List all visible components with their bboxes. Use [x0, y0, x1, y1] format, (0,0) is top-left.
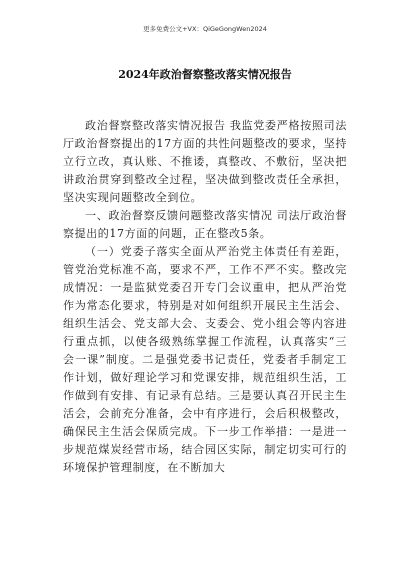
- paragraph-intro: 政治督察整改落实情况报告 我监党委严格按照司法厅政治督察提出的17方面的共性问题整改的要求，坚持立行立改，真认账、不推诿，真整改、不敷衍，坚决把讲政治贯穿到整改全过程，坚决做到整改责任全承担，坚决实现问题整改全到位。: [63, 119, 347, 204]
- paragraph-section-one: 一、政治督察反馈问题整改落实情况 司法厅政治督察提出的17方面的问题，正在整改5条。: [63, 209, 347, 240]
- page-header-note: 更多免费公文+VX：QiGeGongWen2024: [143, 25, 267, 33]
- paragraph-item-one: （一）党委子落实全面从严治党主体责任有差距，管党治党标准不高，要求不严，工作不严不实。整改完成情况：一是监狱党委召开专门会议重申，把从严治党作为常态化要求，特别是对如何组织开展民主生活会、组织生活会、党支部大会、支委会、党小组会等内容进行重点抓，以使各级熟练掌握工作流程，认真落实“三会一课”制度。二是强党委书记责任，党委者手制定工作计划，做好理论学习和党课安排，规范组织生活，工作做到有安排、有记录有总结。三是要认真召开民主生活会，会前充分准备，会中有序进行，会后积极整改，确保民主生活会保质完成。下一步工作举措：一是进一步规范煤炭经营市场，结合园区实际，制定切实可行的环境保护管理制度，在不断加大: [63, 245, 347, 474]
- document-body: [63, 117, 347, 477]
- document-title: 2024年政治督察整改落实情况报告: [118, 68, 292, 81]
